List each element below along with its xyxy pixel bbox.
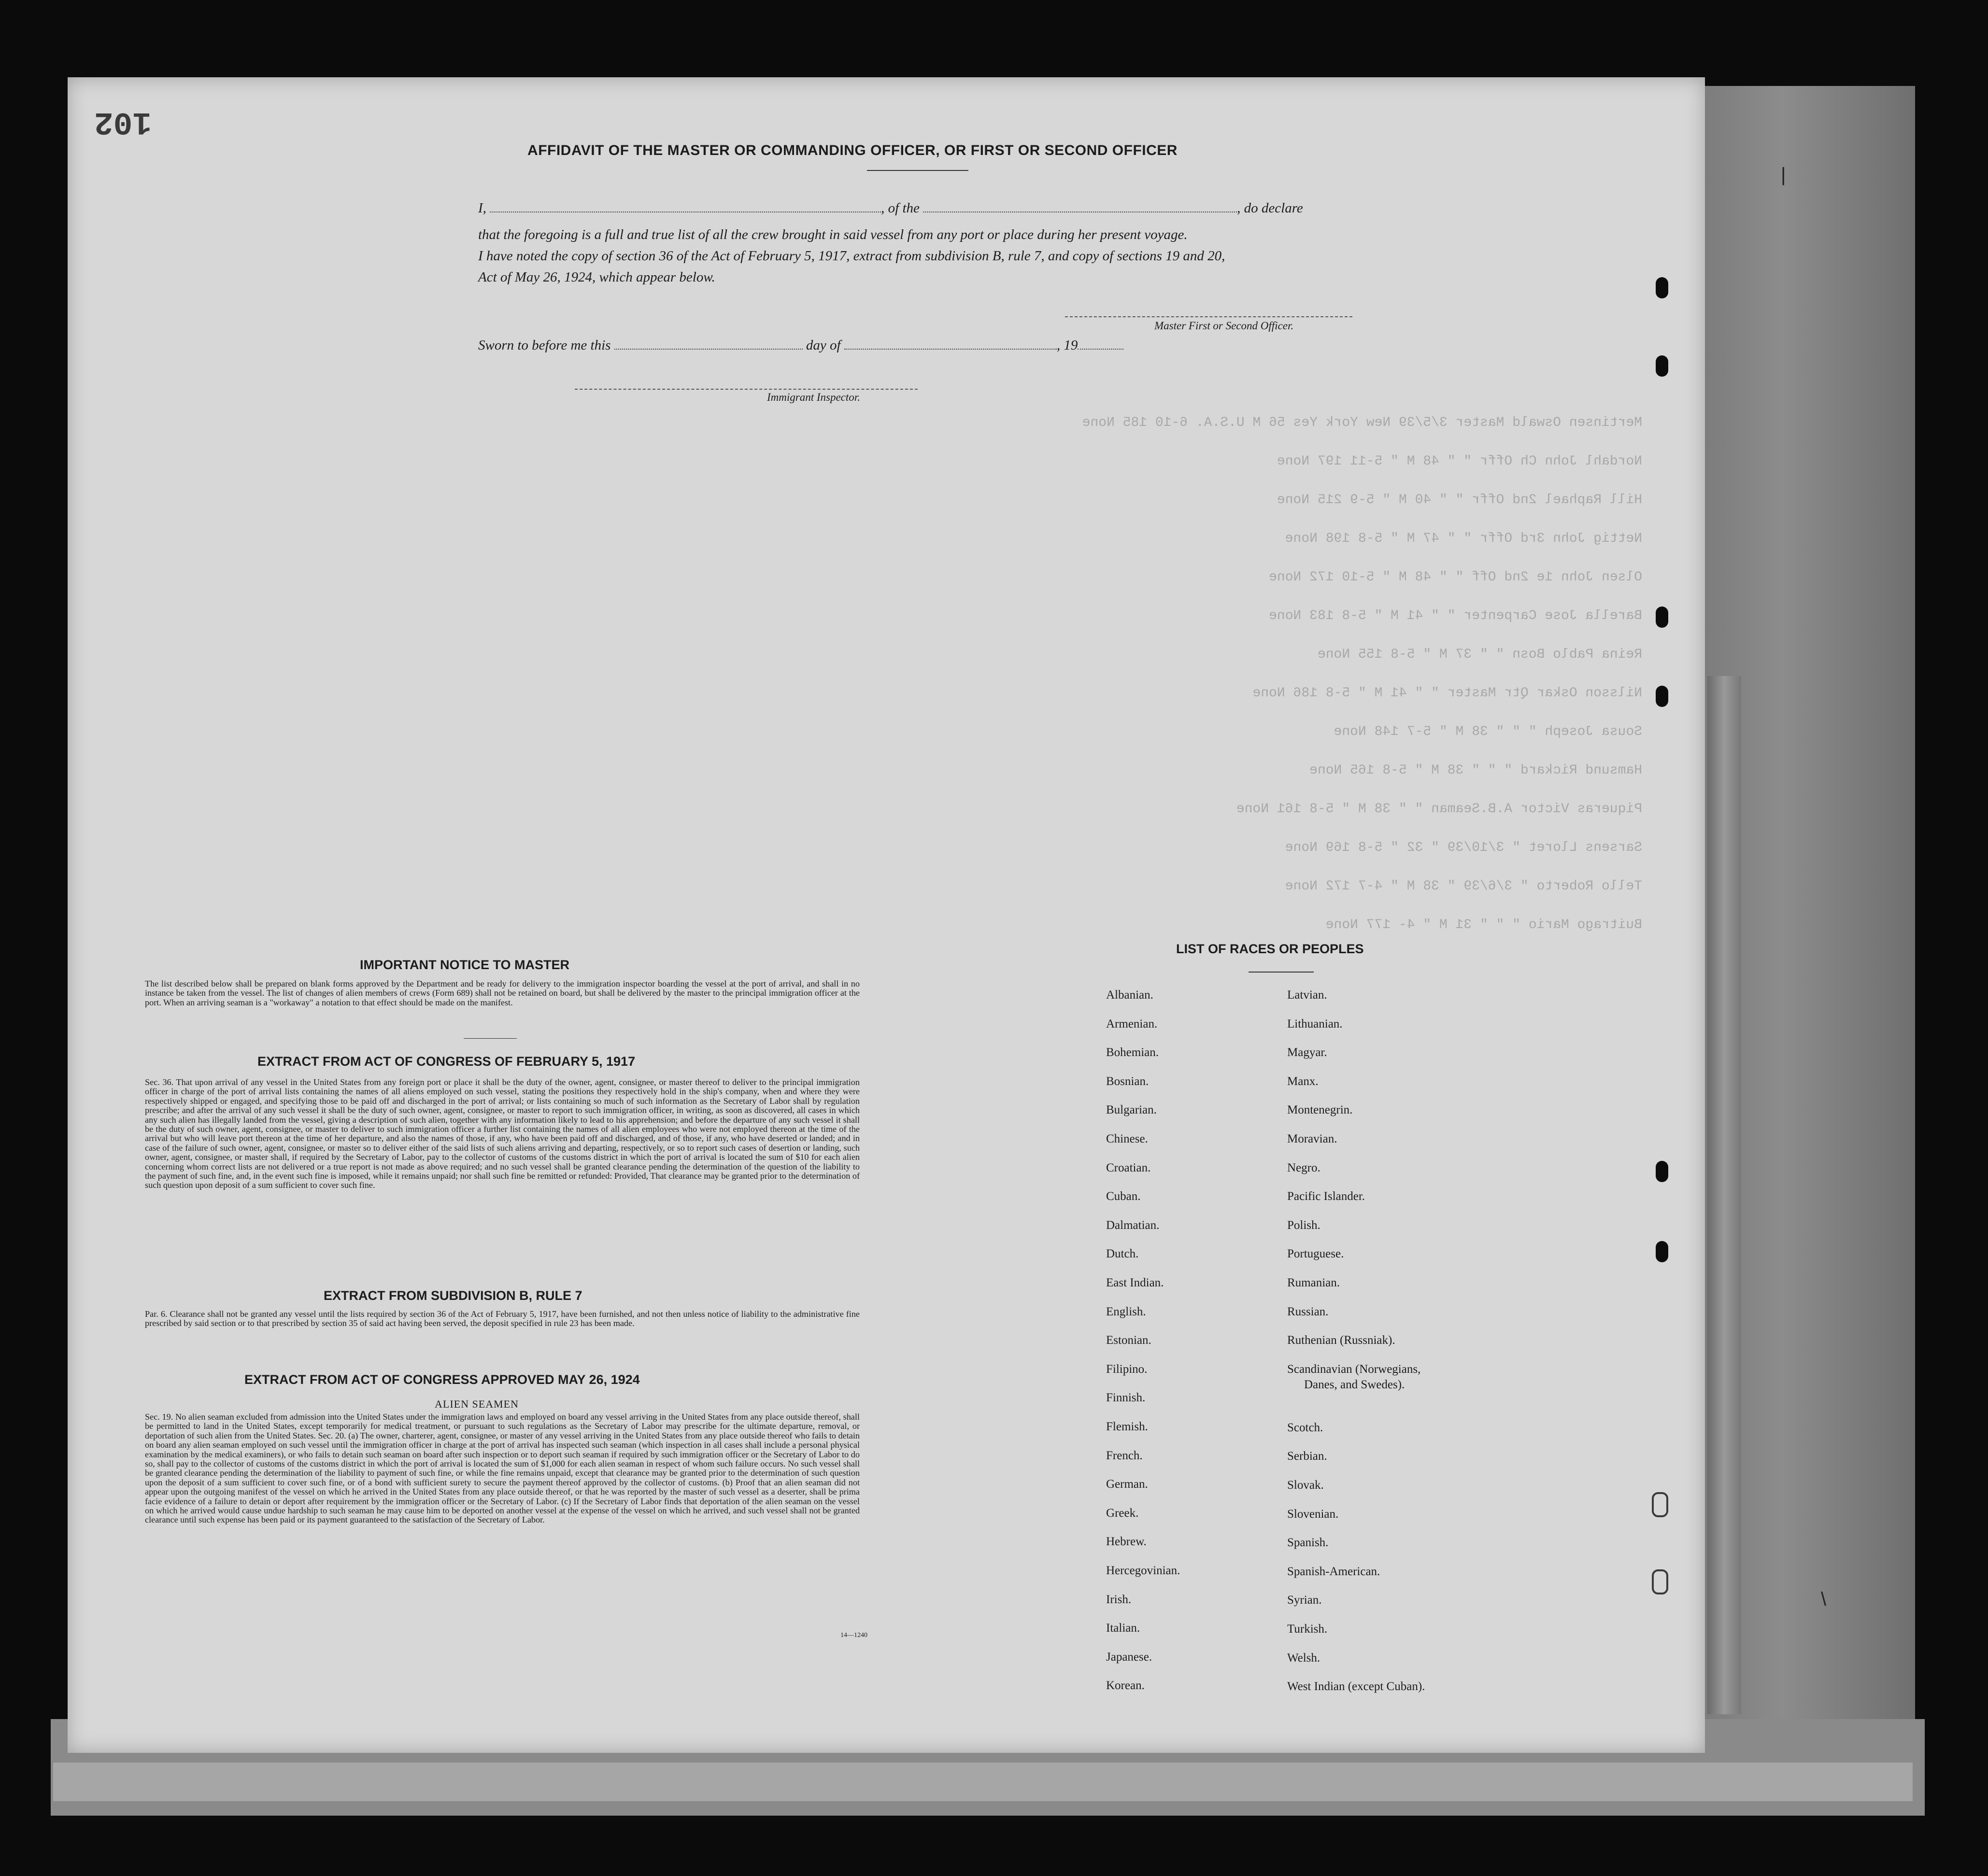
race-entry: Polish. bbox=[1287, 1218, 1321, 1232]
title-rule bbox=[867, 170, 968, 171]
races-title: LIST OF RACES OR PEOPLES bbox=[1176, 942, 1364, 956]
bleed-through-row: Sarsens Lloret " 3/10/39 " 32 " 5-8 169 None bbox=[1285, 840, 1642, 855]
bleed-through-row: Hamsund Rickard " " " 38 M " 5-8 165 None bbox=[1309, 763, 1642, 778]
sworn-day-blank[interactable] bbox=[614, 337, 803, 350]
race-entry: Spanish. bbox=[1287, 1536, 1329, 1550]
punch-hole bbox=[1656, 686, 1668, 707]
rule7-body: Par. 6. Clearance shall not be granted any vessel until the lists required by section 36 of the Act of February 5, 1917, have been furnished, and not then unless notice of liability to the administrative fine prescribed by said section or to that prescribed by section 35 of said act having been served, the deposit specified in rule 23 has been made. bbox=[145, 1309, 860, 1328]
extract-1924-title: EXTRACT FROM ACT OF CONGRESS APPROVED MAY 26, 1924 bbox=[244, 1372, 640, 1387]
race-entry: Chinese. bbox=[1106, 1132, 1148, 1145]
race-entry: Russian. bbox=[1287, 1305, 1329, 1318]
bleed-through-text bbox=[367, 415, 1642, 956]
sworn-year-blank[interactable] bbox=[1078, 337, 1123, 350]
race-entry: Estonian. bbox=[1106, 1334, 1151, 1347]
race-entry: Scandinavian (Norwegians, bbox=[1287, 1362, 1421, 1376]
extract-1917-body: Sec. 36. That upon arrival of any vessel in the United States from any foreign port or place it shall be the duty of the owner, agent, consignee, or master thereof to deliver to the principal immigration officer in charge of the port of arrival lists containing the names of all aliens employed on such vessel, stating the positions they respectively hold in the ship's company, when and where they were respectively shipped or engaged, and specifying those to be paid off and discharged in the port of arrival; or lists containing so much of such information as the Secretary of Labor shall by regulation prescribe; and after the arrival of any such vessel it shall be the duty of such owner, agent, consignee, or master to report to such immigration officer, in writing, as soon as discovered, all cases in which any such alien has illegally landed from the vessel, giving a description of such alien, together with any information likely to lead to his apprehension; and before the departure of any such vessel it shall be the duty of such owner, agent, consignee, or master to deliver to such immigration officer a further list containing the names of all alien employees who were not employed thereon at the time of the arrival but who will leave port thereon at the time of her departure, and also the names of those, if any, who have been paid off and discharged, and of those, if any, who have deserted or landed; and in case of the failure of such owner, agent, consignee, or master so to deliver either of the said lists of such aliens arriving and departing, respectively, or so to report such cases of desertion or landing, such owner, agent, consignee, or master shall, if required by the Secretary of Labor, pay to the collector of customs of the customs district in which the port of arrival is located the sum of $10 for each alien concerning whom correct lists are not delivered or a true report is not made as above required; and no such vessel shall be granted clearance pending the determination of the question of the liability to the payment of such fine, and, in the event such fine is imposed, while it remains unpaid; nor shall such fine be remitted or refunded: Provided, That clearance may be granted prior to the determination of such question upon deposit of a sum sufficient to cover such fine. bbox=[145, 1077, 860, 1190]
under-sheet-edge bbox=[53, 1763, 1913, 1801]
bleed-through-row: Piqueras Victor A.B.Seaman " " 38 M " 5-8 161 None bbox=[1236, 802, 1642, 817]
sworn-line bbox=[478, 337, 1123, 353]
inspector-signature-label: Immigrant Inspector. bbox=[767, 391, 860, 403]
punch-hole bbox=[1656, 1161, 1668, 1182]
alien-seamen-subtitle: ALIEN SEAMEN bbox=[435, 1398, 519, 1410]
year-prefix: , 19 bbox=[1056, 338, 1078, 353]
race-entry: Japanese. bbox=[1106, 1650, 1152, 1664]
day-of-text: day of bbox=[806, 338, 841, 353]
race-entry: West Indian (except Cuban). bbox=[1287, 1680, 1425, 1693]
notice-rule bbox=[464, 1038, 517, 1039]
race-entry: Flemish. bbox=[1106, 1420, 1148, 1433]
races-rule bbox=[1249, 972, 1314, 973]
bleed-through-row: Nettig John 3rd Offr " " 47 M " 5-8 198 None bbox=[1285, 531, 1642, 546]
bleed-through-row: Nordahl John Ch Offr " " 48 M " 5-11 197 None bbox=[1277, 454, 1642, 469]
punch-hole-outline bbox=[1652, 1569, 1668, 1594]
bleed-through-row: Nilsson Oskar Qtr Master " " 41 M " 5-8 186 None bbox=[1252, 686, 1642, 701]
declaration-line-4: Act of May 26, 1924, which appear below. bbox=[478, 269, 715, 285]
race-entry: Magyar. bbox=[1287, 1046, 1327, 1059]
notice-title: IMPORTANT NOTICE TO MASTER bbox=[360, 958, 569, 972]
race-entry: Dutch. bbox=[1106, 1247, 1139, 1261]
race-entry: Albanian. bbox=[1106, 988, 1153, 1001]
race-entry: Ruthenian (Russniak). bbox=[1287, 1334, 1395, 1347]
extract-1917-title: EXTRACT FROM ACT OF CONGRESS OF FEBRUARY 5, 1917 bbox=[257, 1054, 636, 1069]
sworn-month-blank[interactable] bbox=[844, 337, 1057, 350]
race-entry: Welsh. bbox=[1287, 1651, 1321, 1664]
race-entry: English. bbox=[1106, 1305, 1146, 1318]
race-entry: Turkish. bbox=[1287, 1622, 1328, 1636]
race-entry: German. bbox=[1106, 1478, 1148, 1491]
race-entry: Greek. bbox=[1106, 1506, 1139, 1520]
notice-body: The list described below shall be prepared on blank forms approved by the Department and be ready for delivery to the immigration inspector boarding the vessel at the port of arrival, and shall in no instance be taken from the vessel. The list of changes of alien members of crews (Form 689) shall not be retained on board, but shall be delivered by the master to the principal immigration officer at the port. When an arriving seaman is a "workaway" a notation to that effect should be made on the manifest. bbox=[145, 979, 860, 1007]
race-entry: Slovenian. bbox=[1287, 1507, 1339, 1521]
extract-1924-body: Sec. 19. No alien seaman excluded from admission into the United States under the immigration laws and employed on board any vessel arriving in the United States from any place outside thereof, shall be permitted to land in the United States, except temporarily for medical treatment, or pursuant to such regulations as the Secretary of Labor may prescribe for the ultimate departure, removal, or deportation of such alien from the United States. Sec. 20. (a) The owner, charterer, agent, consignee, or master of any vessel arriving in the United States from any place outside thereof who fails to detain on board any alien seaman employed on such vessel until the immigration officer in charge at the port of arrival has inspected such seaman (which inspection in all cases shall include a personal physical examination by the medical examiners), or who fails to detain such seaman on board after such inspection or to deport such seaman if required by such immigration officer or the Secretary of Labor to do so, shall pay to the collector of customs of the customs district in which the port of arrival is located the sum of $1,000 for each alien seaman in respect of whom such failure occurs. No such vessel shall be granted clearance pending the determination of the liability to payment of such fine, or while the fine remains unpaid, except that clearance may be granted prior to the determination of such question upon the deposit of a sum sufficient to cover such fine, or of a bond with sufficient surety to secure the payment thereof approved by the collector of customs. (b) Proof that an alien seaman did not appear upon the outgoing manifest of the vessel on which he arrived in the United States from any place outside thereof, or that he was reported by the master of such vessel as a deserter, shall be prima facie evidence of a failure to detain or deport after requirement by the immigration officer or the Secretary of Labor. (c) If the Secretary of Labor finds that deportation of the alien seaman on the vessel on which he arrived would cause undue hardship to such seaman he may cause him to be deported on another vessel at the expense of the vessel on which he arrived, and such vessel shall not be granted clearance until such expense has been paid or its payment guaranteed to the satisfaction of the Secretary of Labor. bbox=[145, 1412, 860, 1525]
bleed-through-row: Olsen John 1e 2nd Off " " 48 M " 5-10 172 None bbox=[1269, 570, 1642, 585]
race-entry: Irish. bbox=[1106, 1593, 1132, 1606]
race-entry: Finnish. bbox=[1106, 1391, 1146, 1405]
punch-hole-outline bbox=[1652, 1492, 1668, 1517]
declaration-line-3: I have noted the copy of section 36 of the Act of February 5, 1917, extract from subdivision B, rule 7, and copy of sections 19 and 20, bbox=[478, 248, 1225, 264]
race-entry: Filipino. bbox=[1106, 1362, 1148, 1376]
punch-hole bbox=[1656, 607, 1668, 628]
declaration-do-declare: , do declare bbox=[1237, 200, 1303, 216]
race-entry: Montenegrin. bbox=[1287, 1103, 1353, 1117]
declaration-line-2: that the foregoing is a full and true list of all the crew brought in said vessel from any port or place during her present voyage. bbox=[478, 227, 1188, 242]
bleed-through-row: Sousa Joseph " " " 38 M " 5-7 148 None bbox=[1334, 724, 1642, 739]
race-entry: French. bbox=[1106, 1449, 1143, 1462]
declaration-i: I, bbox=[478, 200, 486, 216]
punch-hole bbox=[1656, 277, 1668, 298]
race-entry: Spanish-American. bbox=[1287, 1565, 1380, 1578]
bleed-through-row: Reina Pablo Bosn " " 37 M " 5-8 155 None bbox=[1317, 647, 1642, 662]
race-entry: Hebrew. bbox=[1106, 1535, 1147, 1549]
race-entry: Cuban. bbox=[1106, 1190, 1141, 1203]
declaration-of-the: , of the bbox=[881, 200, 920, 216]
pencil-mark: | bbox=[1781, 164, 1786, 185]
affidavit-title: AFFIDAVIT OF THE MASTER OR COMMANDING OFFICER, OR FIRST OR SECOND OFFICER bbox=[527, 142, 1178, 158]
sworn-text: Sworn to before me this bbox=[478, 338, 611, 353]
race-entry: Armenian. bbox=[1106, 1017, 1158, 1030]
race-entry: Bosnian. bbox=[1106, 1074, 1149, 1088]
stamp-number: 102 bbox=[94, 104, 152, 140]
race-entry: Latvian. bbox=[1287, 988, 1327, 1001]
race-entry: Italian. bbox=[1106, 1622, 1140, 1635]
bleed-through-row: Mertinsen Oswald Master 3/5/39 New York Yes 56 M U.S.A. 6-10 185 None bbox=[1082, 415, 1642, 430]
bleed-through-row: Tello Roberto " 3/6/39 " 38 M " 4-7 172 None bbox=[1285, 879, 1642, 894]
declaration-line-1 bbox=[478, 200, 1303, 216]
race-entry: Pacific Islander. bbox=[1287, 1190, 1365, 1203]
race-entry: Syrian. bbox=[1287, 1594, 1322, 1607]
race-entry: Bulgarian. bbox=[1106, 1103, 1157, 1117]
race-entry: Bohemian. bbox=[1106, 1046, 1159, 1059]
race-entry: Dalmatian. bbox=[1106, 1218, 1160, 1232]
race-entry: Rumanian. bbox=[1287, 1276, 1340, 1289]
bleed-through-row: Hill Raphael 2nd Offr " " 40 M " 5-9 215 None bbox=[1277, 493, 1642, 508]
race-entry: East Indian. bbox=[1106, 1276, 1164, 1289]
inspector-signature-line[interactable] bbox=[575, 389, 918, 390]
vessel-blank[interactable] bbox=[923, 200, 1237, 212]
master-signature-line[interactable] bbox=[1065, 316, 1352, 317]
race-entry: Manx. bbox=[1287, 1074, 1319, 1088]
race-entry: Negro. bbox=[1287, 1161, 1321, 1174]
punch-hole bbox=[1656, 355, 1668, 377]
race-entry: Slovak. bbox=[1287, 1479, 1324, 1492]
punch-hole bbox=[1656, 1241, 1668, 1262]
bleed-through-row: Buitrago Mario " " " 31 M " 4- 177 None bbox=[1325, 917, 1642, 932]
race-entry: Serbian. bbox=[1287, 1450, 1327, 1463]
form-number: 14—1240 bbox=[840, 1632, 867, 1639]
race-entry: Croatian. bbox=[1106, 1161, 1151, 1174]
name-blank[interactable] bbox=[490, 200, 881, 212]
bleed-through-row: Barella Jose Carpenter " " 41 M " 5-8 183 None bbox=[1269, 608, 1642, 623]
master-signature-label: Master First or Second Officer. bbox=[1154, 320, 1294, 332]
race-entry: Korean. bbox=[1106, 1679, 1145, 1693]
race-entry: Moravian. bbox=[1287, 1132, 1337, 1145]
race-entry: Scotch. bbox=[1287, 1421, 1323, 1434]
race-entry: Hercegovinian. bbox=[1106, 1564, 1180, 1577]
race-entry: Portuguese. bbox=[1287, 1247, 1344, 1261]
rule7-title: EXTRACT FROM SUBDIVISION B, RULE 7 bbox=[324, 1288, 582, 1303]
backing-edge bbox=[1707, 676, 1741, 1714]
race-entry: Danes, and Swedes). bbox=[1304, 1378, 1405, 1391]
race-entry: Lithuanian. bbox=[1287, 1017, 1343, 1030]
pencil-mark: \ bbox=[1821, 1589, 1827, 1610]
